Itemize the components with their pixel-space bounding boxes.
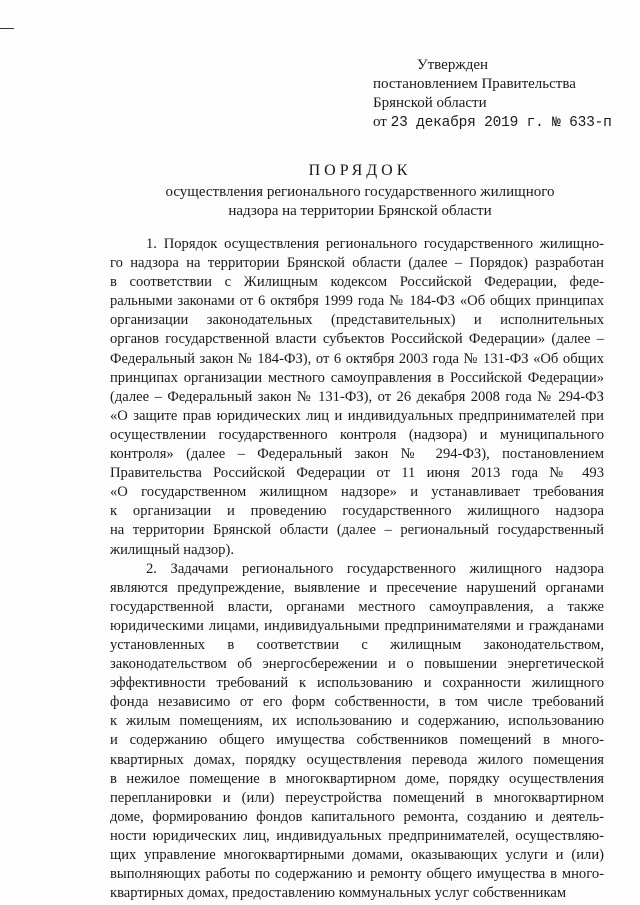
- text-line: законодательством об энергосбережении и о повышении энергетической: [110, 656, 604, 673]
- text-line: и содержанию общего имущества собственников помещений в много-: [110, 732, 604, 749]
- text-line: организации законодательных (представительных) и исполнительных: [110, 312, 604, 329]
- text-line: установленных в соответствии с жилищным законодательством,: [110, 636, 604, 653]
- text-line: ральными законами от 6 октября 1999 года № 184-ФЗ «Об общих принципах: [110, 293, 604, 310]
- text-line: к организации и проведению государственного жилищного надзора: [110, 503, 604, 520]
- text-line: эффективности требований к использованию и сохранности жилищного: [110, 675, 604, 692]
- text-line: (далее – Федеральный закон № 131-ФЗ), от 26 декабря 2008 года № 294-ФЗ: [110, 388, 604, 405]
- text-line: фонда независимо от его форм собственности, в том числе требований: [110, 694, 604, 711]
- approval-line-1: Утвержден: [417, 57, 489, 73]
- text-line: 2. Задачами регионального государственного жилищного надзора: [146, 560, 604, 577]
- text-line: на территории Брянской области (далее – региональный государственный: [110, 522, 604, 539]
- text-line: контроля» (далее – Федеральный закон № 294-ФЗ), постановлением: [110, 446, 604, 463]
- text-line: перепланировки и (или) переустройства помещений в многоквартирном: [110, 789, 604, 806]
- text-line: 1. Порядок осуществления регионального государственного жилищно-: [146, 236, 604, 252]
- approval-line-2: постановлением Правительства: [373, 76, 576, 92]
- text-line: «О государственном жилищном надзоре» и устанавливает требования: [110, 484, 604, 501]
- text-line: Правительства Российской Федерации от 11 июня 2013 года № 493: [110, 465, 604, 482]
- subtitle-line-2: надзора на территории Брянской области: [228, 203, 492, 219]
- text-line: являются предупреждение, выявление и пресечение нарушений органами: [110, 579, 604, 596]
- text-line: принципах организации местного самоуправления в Российской Федерации»: [110, 369, 604, 386]
- text-line: жилищный надзор).: [110, 541, 234, 558]
- approval-date-stamp: 23 декабря 2019 г. № 633-п: [390, 115, 612, 131]
- paragraph-1: [110, 235, 604, 560]
- text-line: государственной власти, органами местного самоуправления, а также: [110, 598, 604, 615]
- subtitle-line-1: осуществления регионального государственного жилищного: [165, 184, 555, 200]
- document-title: ПОРЯДОК: [308, 162, 412, 179]
- corner-mark: [0, 28, 14, 29]
- text-line: «О защите прав юридических лиц и индивидуальных предпринимателей при: [110, 407, 604, 424]
- approval-block: [373, 56, 623, 133]
- approval-date-line: [373, 113, 623, 133]
- text-line: квартирных домах, порядку осуществления перевода жилого помещения: [110, 751, 604, 768]
- text-line: органов государственной власти субъектов Российской Федерации» (далее –: [110, 331, 604, 348]
- text-line: доме, формированию фондов капитального ремонта, созданию и деятель-: [110, 808, 604, 825]
- text-line: в нежилое помещение в многоквартирном доме, порядку осуществления: [110, 770, 604, 787]
- text-line: ности юридических лиц, индивидуальных предпринимателей, осуществляю-: [110, 827, 604, 844]
- paragraph-2: [110, 560, 604, 904]
- text-line: юридическими лицами, индивидуальными предпринимателями и гражданами: [110, 617, 604, 634]
- text-line: Федеральный закон № 184-ФЗ), от 6 октября 2003 года № 131-ФЗ «Об общих: [110, 350, 604, 367]
- text-line: к жилым помещениям, их использованию и содержанию, использованию: [110, 713, 604, 730]
- approval-date-prefix: от: [373, 114, 387, 130]
- text-line: щих управление многоквартирными домами, оказывающих услуги и (или): [110, 847, 604, 863]
- text-line: го надзора на территории Брянской области (далее – Порядок) разработан: [110, 255, 604, 272]
- text-line: квартирных домах, предоставлению коммунальных услуг собственникам: [110, 885, 567, 902]
- approval-line-3: Брянской области: [373, 95, 487, 111]
- text-line: выполняющих работы по содержанию и ремонту общего имущества в много-: [110, 866, 604, 883]
- text-line: осуществлении государственного контроля (надзора) и муниципального: [110, 426, 604, 443]
- text-line: в соответствии с Жилищным кодексом Российской Федерации, феде-: [110, 274, 604, 291]
- document-body: [110, 235, 604, 903]
- document-subtitle: [80, 183, 640, 221]
